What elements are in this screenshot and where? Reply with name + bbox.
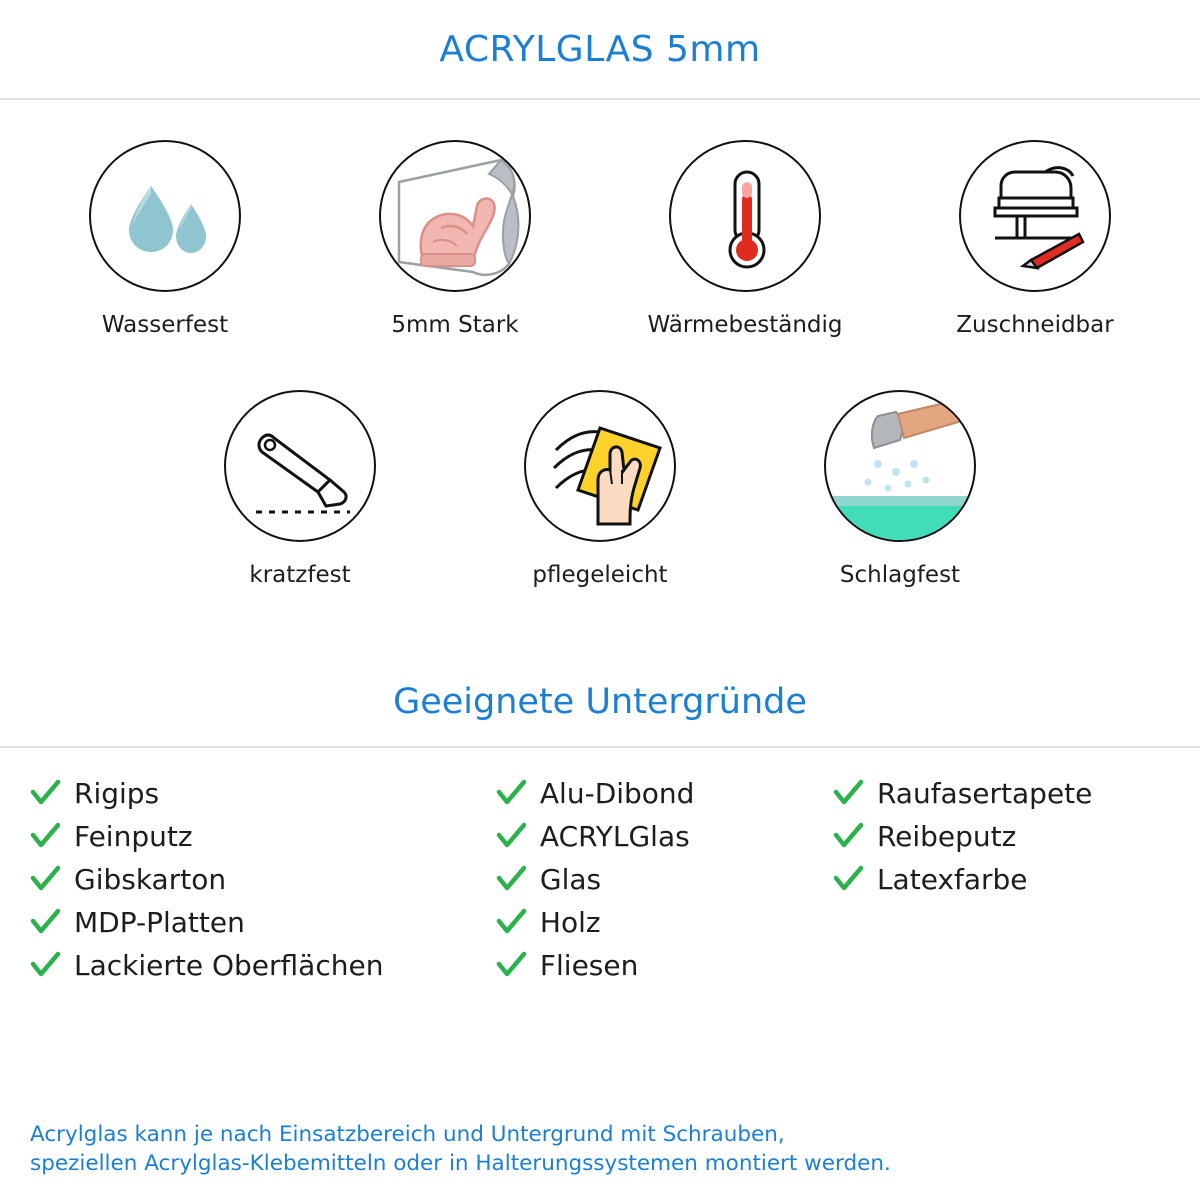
- list-item: [30, 948, 496, 982]
- substrate-column-2: [496, 776, 833, 991]
- header: [0, 0, 1200, 100]
- list-item-label: Latexfarbe: [876, 862, 1028, 896]
- feature-label: kratzfest: [249, 562, 351, 588]
- feature-icon-circle: [379, 140, 531, 292]
- footnote-line-2: speziellen Acrylglas-Klebemitteln oder in Halterungssystemen montiert werden.: [30, 1150, 891, 1176]
- feature-label: Wasserfest: [101, 312, 229, 338]
- check-icon: [30, 864, 60, 894]
- check-icon: [496, 907, 526, 937]
- check-icon: [30, 907, 60, 937]
- list-item-label: Gibskarton: [74, 862, 227, 896]
- feature-label: Zuschneidbar: [956, 312, 1114, 338]
- thermometer-icon: [671, 142, 821, 292]
- feature-label: 5mm Stark: [391, 312, 519, 338]
- check-icon: [496, 950, 526, 980]
- check-icon: [833, 778, 863, 808]
- flexed-arm-icon: [381, 142, 531, 292]
- substrate-column-3: [833, 776, 1170, 991]
- hammer-impact-icon: [826, 392, 976, 542]
- feature-kratzfest: [150, 390, 450, 588]
- list-item: [833, 819, 1170, 853]
- list-item-label: Reibeputz: [876, 819, 1017, 853]
- feature-zuschneidbar: [890, 140, 1180, 338]
- feature-5mm-stark: [310, 140, 600, 338]
- feature-label: pflegeleicht: [532, 562, 668, 588]
- hand-cleaning-cloth-icon: [526, 392, 676, 542]
- feature-waermebestaendig: [600, 140, 890, 338]
- check-icon: [496, 821, 526, 851]
- check-icon: [30, 778, 60, 808]
- feature-row-1: [20, 140, 1180, 338]
- feature-icon-circle: [524, 390, 676, 542]
- list-item: [496, 819, 833, 853]
- list-item-label: Holz: [539, 905, 601, 939]
- list-item-label: Glas: [539, 862, 602, 896]
- list-item: [496, 905, 833, 939]
- list-item: [30, 905, 496, 939]
- footnote-line-1: Acrylglas kann je nach Einsatzbereich und Untergrund mit Schrauben,: [30, 1121, 785, 1147]
- jigsaw-cutter-icon: [961, 142, 1111, 292]
- list-item: [496, 862, 833, 896]
- section-header-substrates: [0, 658, 1200, 748]
- check-icon: [30, 821, 60, 851]
- check-icon: [833, 821, 863, 851]
- check-icon: [833, 864, 863, 894]
- knife-scratch-icon: [226, 392, 376, 542]
- list-item: [30, 819, 496, 853]
- list-item-label: Feinputz: [74, 819, 193, 853]
- list-item-label: MDP-Platten: [74, 905, 245, 939]
- list-item-label: Lackierte Oberflächen: [74, 948, 384, 982]
- check-icon: [496, 864, 526, 894]
- footnote: [30, 1120, 1182, 1178]
- list-item-label: Fliesen: [539, 948, 639, 982]
- feature-wasserfest: [20, 140, 310, 338]
- feature-pflegeleicht: [450, 390, 750, 588]
- feature-section: [0, 100, 1200, 588]
- list-item-label: ACRYLGlas: [539, 819, 690, 853]
- check-icon: [30, 950, 60, 980]
- list-item: [496, 776, 833, 810]
- feature-label: Wärmebeständig: [647, 312, 843, 338]
- feature-icon-circle: [89, 140, 241, 292]
- list-item: [833, 862, 1170, 896]
- list-item: [30, 776, 496, 810]
- list-item: [496, 948, 833, 982]
- list-item-label: Alu-Dibond: [539, 776, 695, 810]
- list-item: [833, 776, 1170, 810]
- feature-icon-circle: [224, 390, 376, 542]
- water-drops-icon: [91, 142, 241, 292]
- feature-icon-circle: [669, 140, 821, 292]
- feature-label: Schlagfest: [839, 562, 961, 588]
- list-item: [30, 862, 496, 896]
- section-title: Geeignete Untergründe: [393, 682, 807, 722]
- substrate-lists: [0, 748, 1200, 991]
- page-title: ACRYLGLAS 5mm: [439, 28, 761, 70]
- feature-icon-circle: [959, 140, 1111, 292]
- feature-row-2: [20, 390, 1180, 588]
- list-item-label: Rigips: [74, 776, 160, 810]
- feature-schlagfest: [750, 390, 1050, 588]
- feature-icon-circle: [824, 390, 976, 542]
- list-item-label: Raufasertapete: [876, 776, 1093, 810]
- substrate-column-1: [30, 776, 496, 991]
- check-icon: [496, 778, 526, 808]
